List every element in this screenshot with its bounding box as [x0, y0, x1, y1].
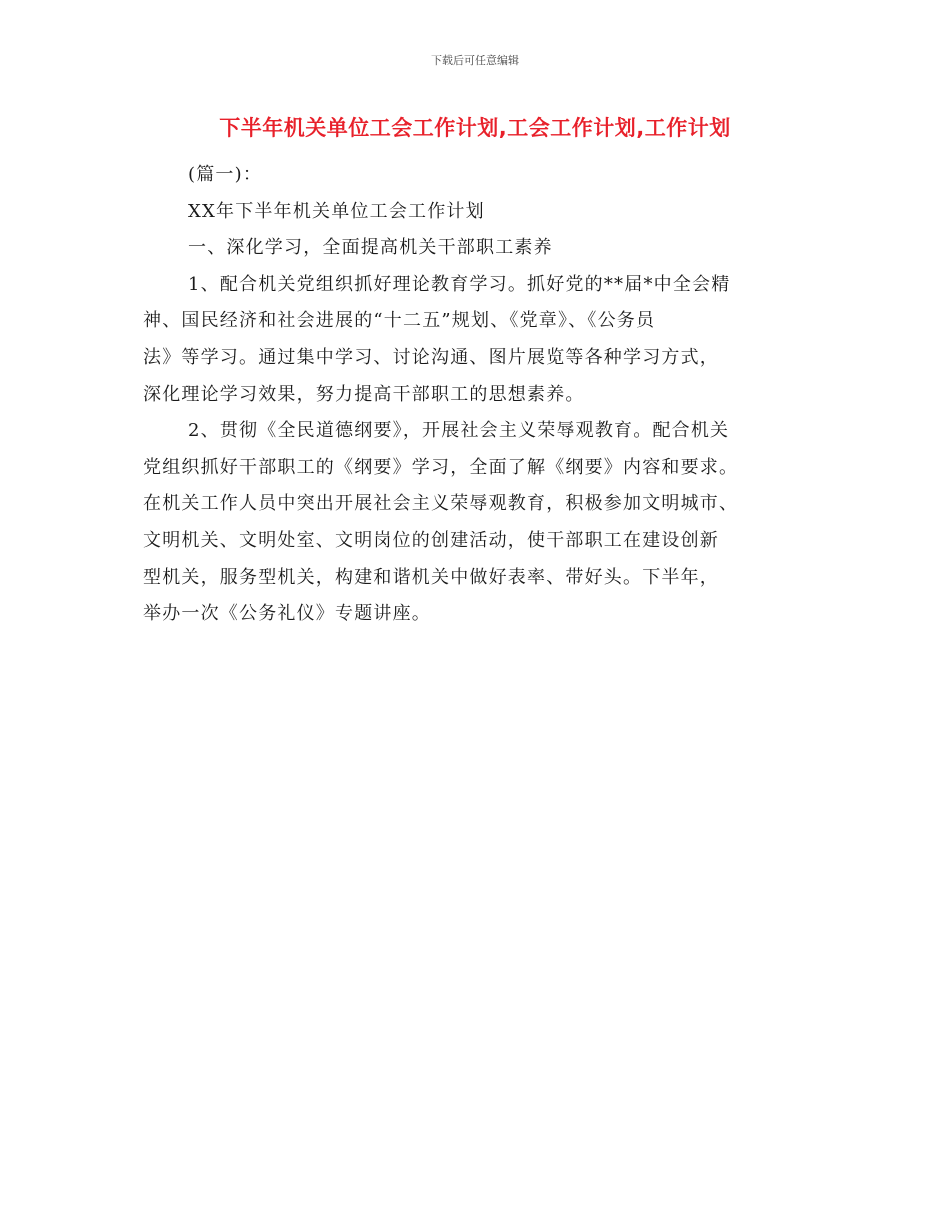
- paragraph-1-line-2: 神、国民经济和社会进展的“十二五”规划、《党章》、《公务员: [143, 310, 656, 332]
- paragraph-2-line-4: 文明机关、文明处室、文明岗位的创建活动，使干部职工在建设创新: [143, 529, 719, 551]
- paragraph-2-line-3: 在机关工作人员中突出开展社会主义荣辱观教育，积极参加文明城市、: [143, 493, 739, 515]
- paragraph-2-line-2: 党组织抓好干部职工的《纲要》学习，全面了解《纲要》内容和要求。: [143, 456, 739, 478]
- section-label: (篇一)：: [188, 164, 263, 185]
- document-title: 下半年机关单位工会工作计划,工会工作计划,工作计划: [219, 116, 731, 140]
- paragraph-1-line-4: 深化理论学习效果，努力提高干部职工的思想素养。: [143, 383, 585, 405]
- paragraph-2-line-5: 型机关，服务型机关，构建和谐机关中做好表率、带好头。下半年，: [143, 566, 719, 588]
- section-heading-1: 一、深化学习，全面提高机关干部职工素养: [188, 237, 553, 259]
- document-body: [143, 157, 808, 633]
- plan-heading: XX年下半年机关单位工会工作计划: [188, 200, 485, 222]
- page-header-note: 下载后可任意编辑: [431, 54, 519, 67]
- paragraph-2-line-1: 2、贯彻《全民道德纲要》，开展社会主义荣辱观教育。配合机关: [188, 420, 730, 442]
- paragraph-2-line-6: 举办一次《公务礼仪》专题讲座。: [143, 603, 431, 625]
- paragraph-1-line-1: 1、配合机关党组织抓好理论教育学习。抓好党的**届*中全会精: [188, 273, 731, 295]
- paragraph-1-line-3: 法》等学习。通过集中学习、讨论沟通、图片展览等各种学习方式，: [143, 346, 719, 368]
